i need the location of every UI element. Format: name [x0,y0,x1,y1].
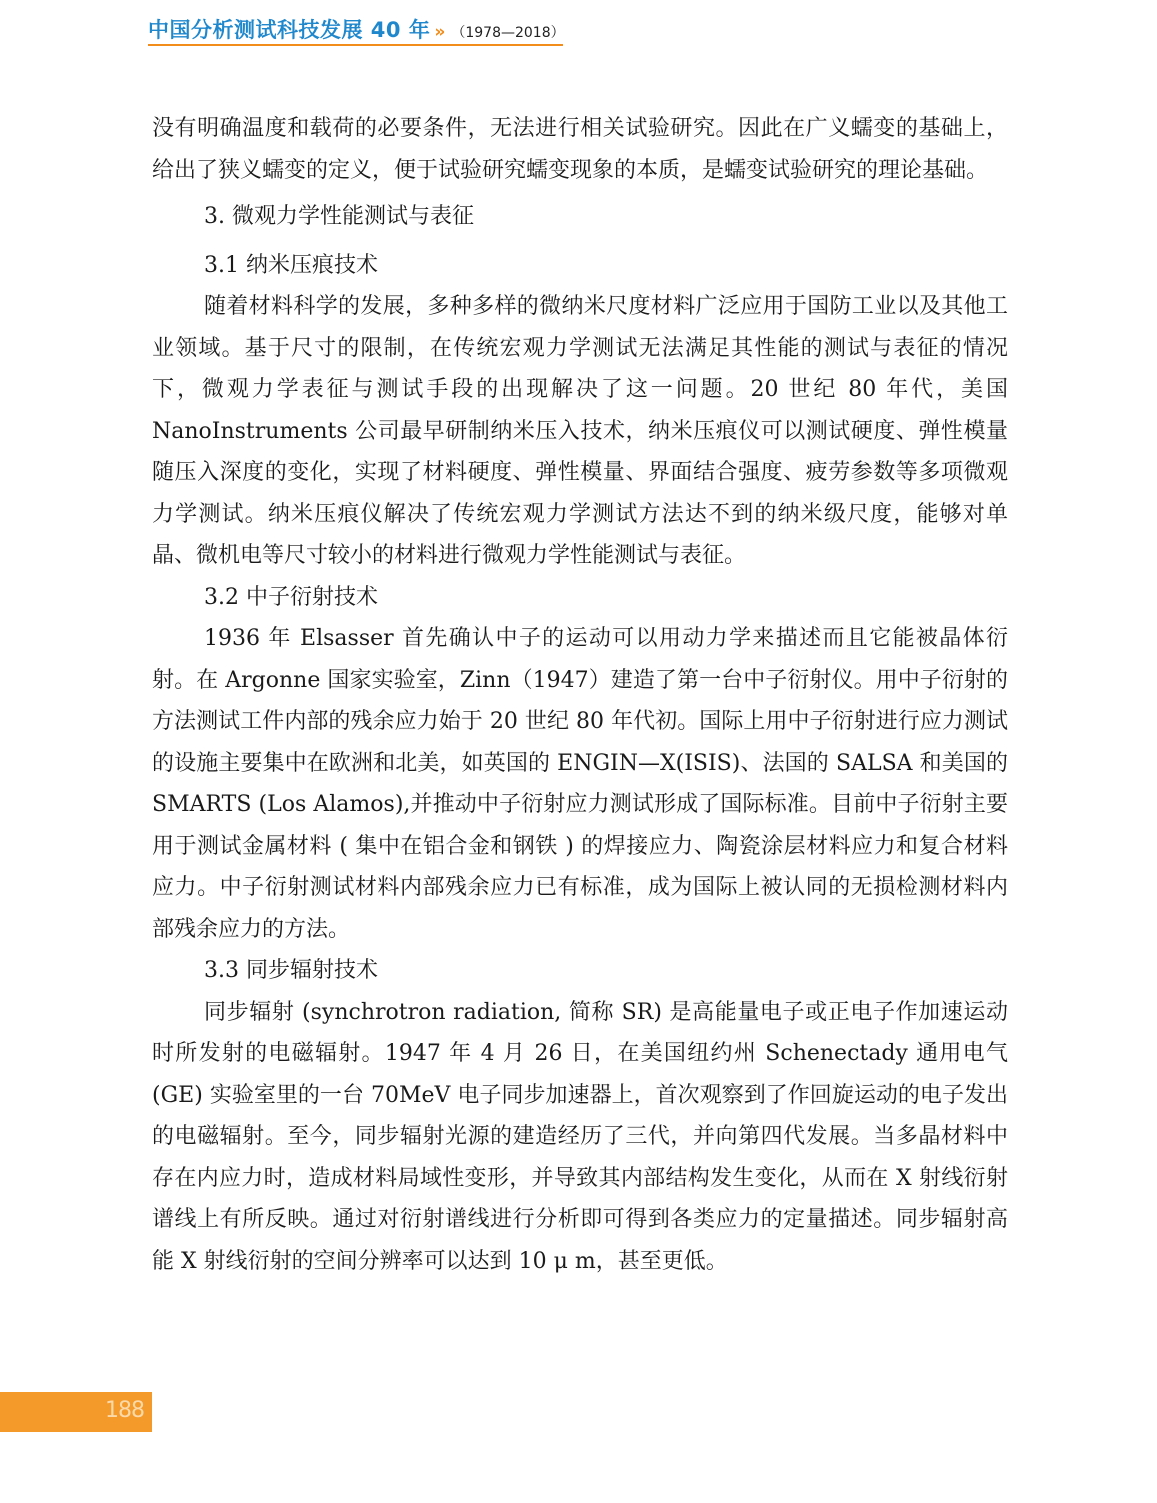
paragraph-creep-basis: 没有明确温度和载荷的必要条件，无法进行相关试验研究。因此在广义蠕变的基础上，给出了狭义蠕变的定义，便于试验研究蠕变现象的本质，是蠕变试验研究的理论基础。 [152,116,1008,183]
double-chevron-icon: » [434,22,446,42]
page-body [152,108,1008,1282]
section-heading-3: 3. 微观力学性能测试与表征 [204,204,474,229]
header-underline [148,44,563,46]
paragraph-neutron-diffraction: 1936 年 Elsasser 首先确认中子的运动可以用动力学来描述而且它能被晶体衍射。在 Argonne 国家实验室，Zinn（1947）建造了第一台中子衍射仪。用中子衍射的方法测试工件内部的残余应力始于 20 世纪 80 年代初。国际上用中子衍射进行应力测试的设施主要集中在欧洲和北美，如英国的 ENGIN—X(ISIS)、法国的 SALSA 和美国的 SMARTS (Los Alamos),并推动中子衍射应力测试形成了国际标准。目前中子衍射主要用于测试金属材料 ( 集中在铝合金和钢铁 ) 的焊接应力、陶瓷涂层材料应力和复合材料应力。中子衍射测试材料内部残余应力已有标准，成为国际上被认同的无损检测材料内部残余应力的方法。 [152,626,1008,942]
paragraph-synchrotron-radiation: 同步辐射 (synchrotron radiation, 简称 SR) 是高能量电子或正电子作加速运动时所发射的电磁辐射。1947 年 4 月 26 日，在美国纽约州 Schenectady 通用电气 (GE) 实验室里的一台 70MeV 电子同步加速器上，首次观察到了作回旋运动的电子发出的电磁辐射。至今，同步辐射光源的建造经历了三代，并向第四代发展。当多晶材料中存在内应力时，造成材料局域性变形，并导致其内部结构发生变化，从而在 X 射线衍射谱线上有所反映。通过对衍射谱线进行分析即可得到各类应力的定量描述。同步辐射高能 X 射线衍射的空间分辨率可以达到 10 μ m，甚至更低。 [152,999,1008,1274]
year-range: （1978—2018） [451,25,565,41]
page-number: 188 [105,1398,144,1423]
page-number-tab [0,1392,152,1432]
subsection-heading-3-3: 3.3 同步辐射技术 [204,958,378,983]
subsection-heading-3-2: 3.2 中子衍射技术 [204,584,378,610]
subsection-heading-3-1: 3.1 纳米压痕技术 [204,252,378,278]
running-header [148,14,565,48]
book-title: 中国分析测试科技发展 40 年 [148,18,431,42]
paragraph-nanoindentation: 随着材料科学的发展，多种多样的微纳米尺度材料广泛应用于国防工业以及其他工业领域。基于尺寸的限制，在传统宏观力学测试无法满足其性能的测试与表征的情况下，微观力学表征与测试手段的出现解决了这一问题。20 世纪 80 年代，美国 NanoInstruments 公司最早研制纳米压入技术，纳米压痕仪可以测试硬度、弹性模量随压入深度的变化，实现了材料硬度、弹性模量、界面结合强度、疲劳参数等多项微观力学测试。纳米压痕仪解决了传统宏观力学测试方法达不到的纳米级尺度，能够对单晶、微机电等尺寸较小的材料进行微观力学性能测试与表征。 [152,294,1008,568]
